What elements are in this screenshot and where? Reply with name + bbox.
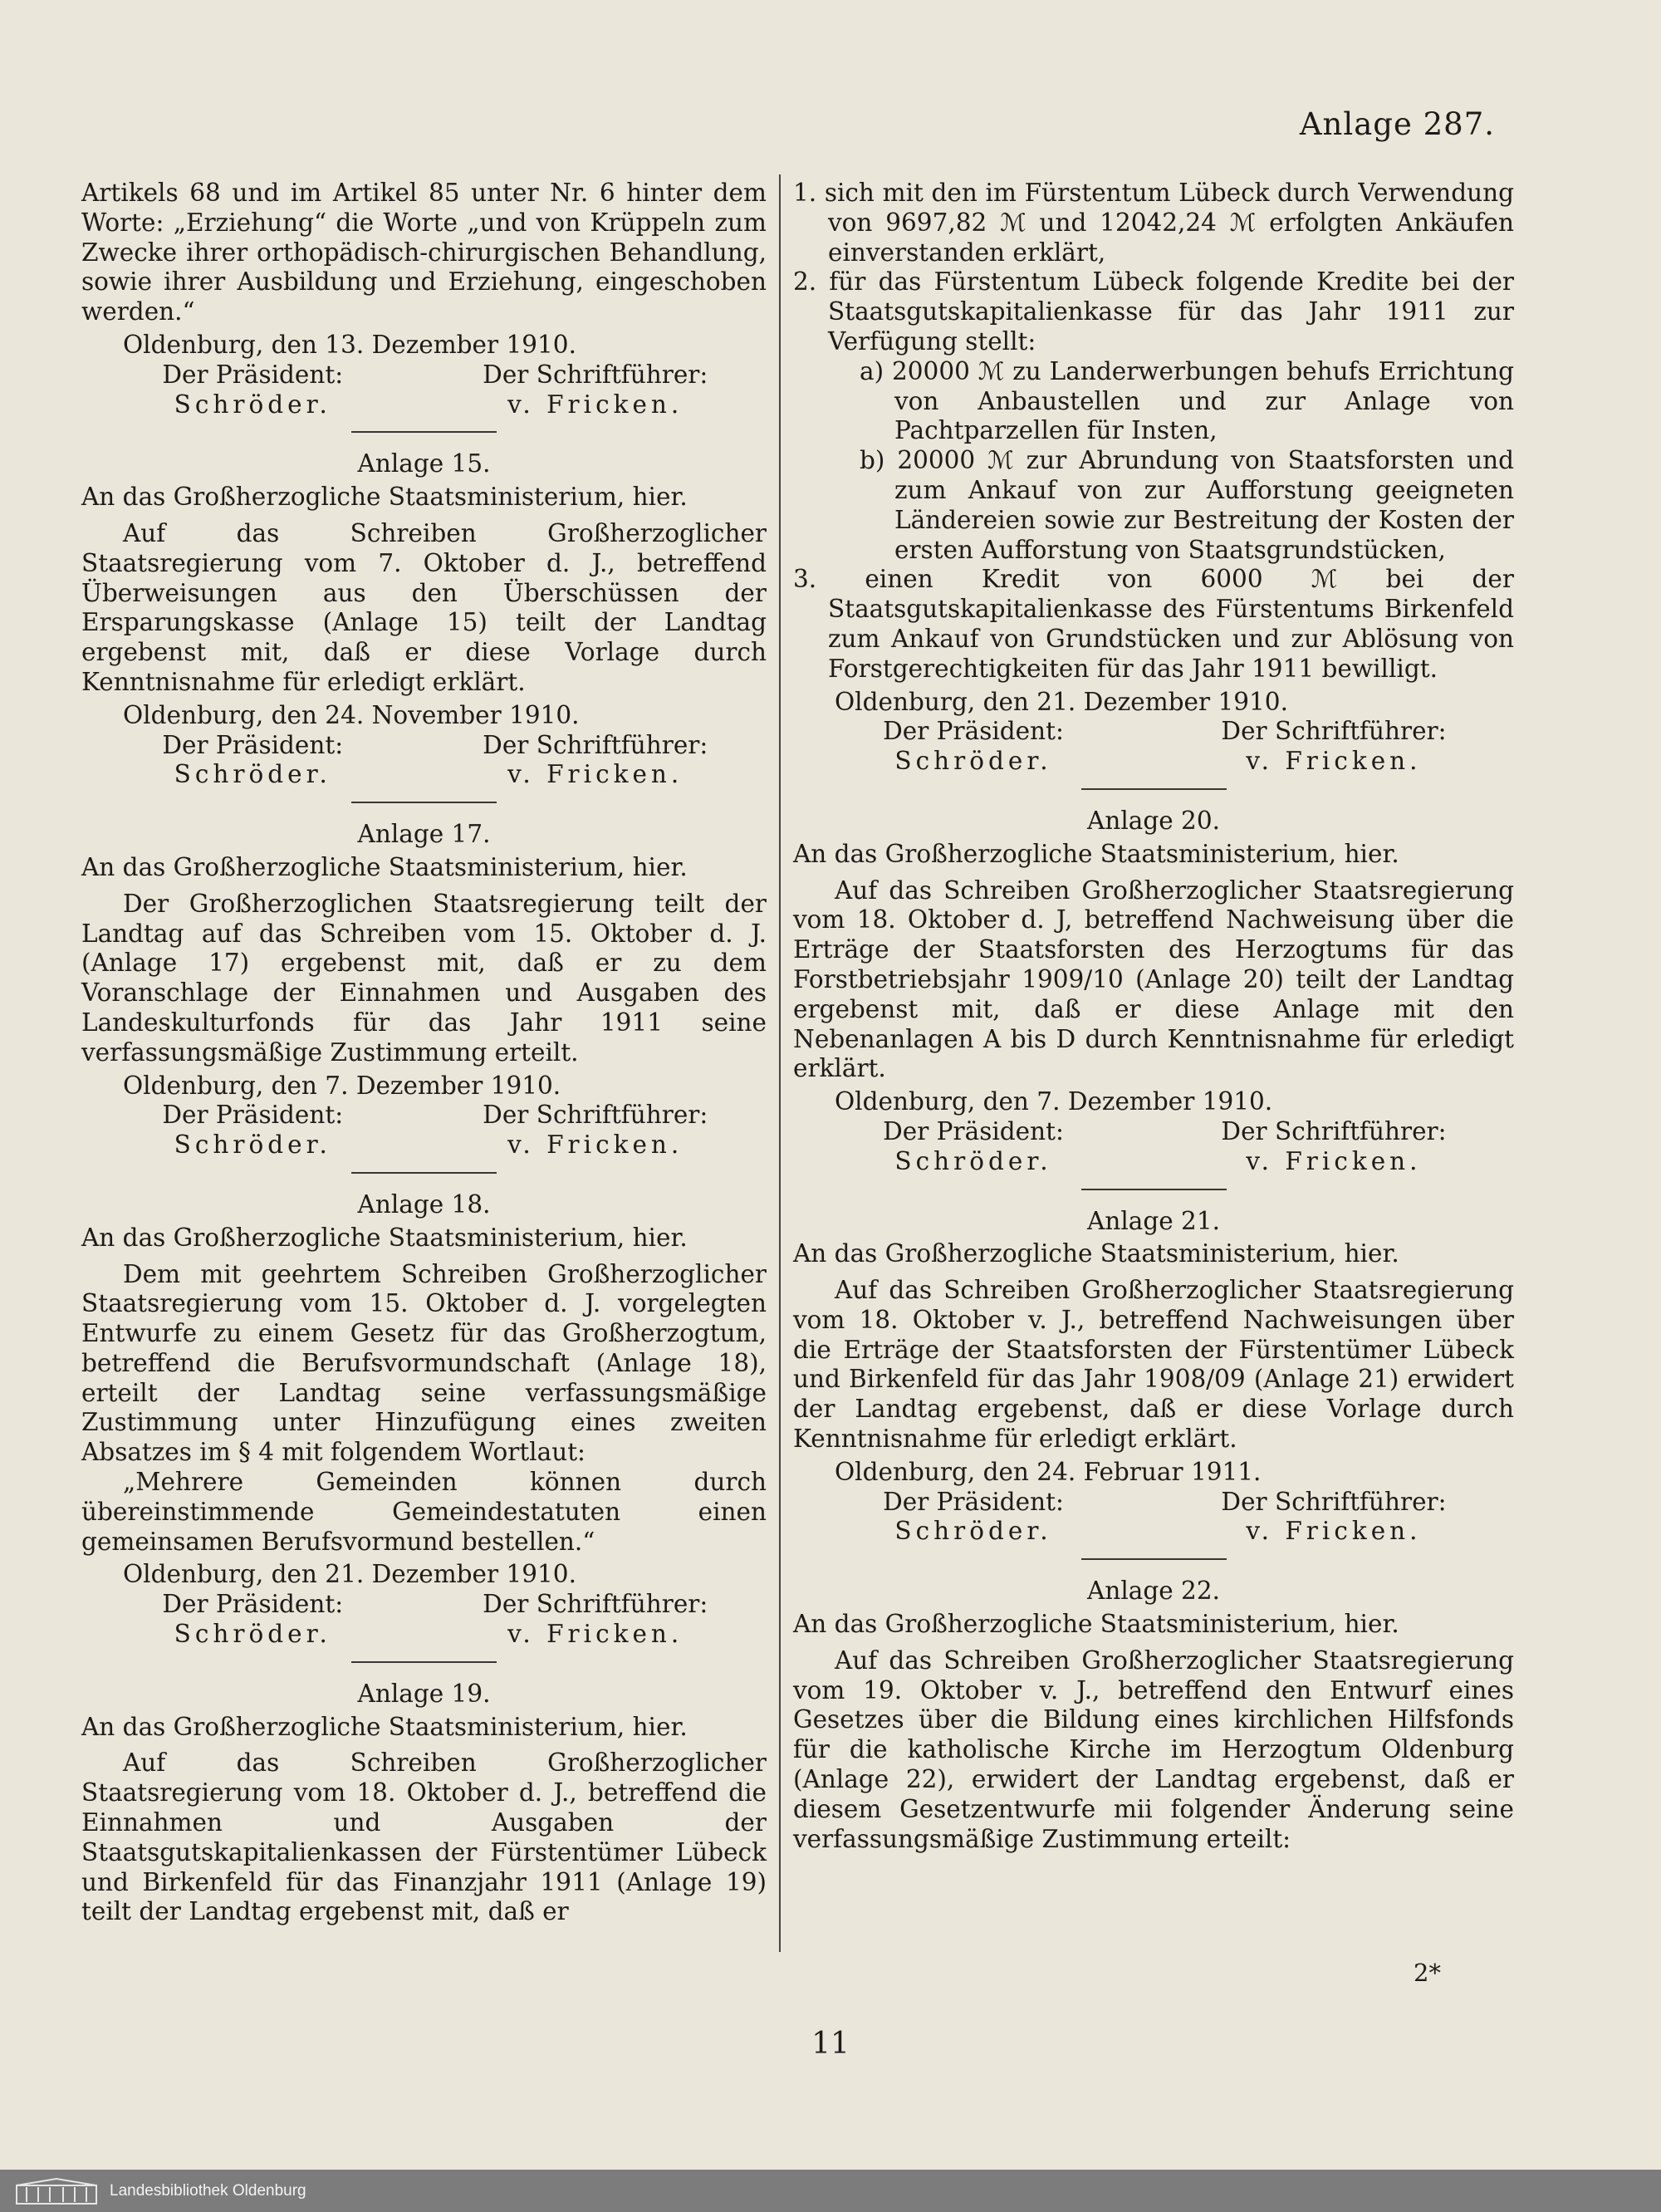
section-separator xyxy=(351,1172,497,1174)
secretary-label: Der Schriftführer: xyxy=(1221,1116,1447,1145)
date-line: Oldenburg, den 7. Dezember 1910. xyxy=(123,1071,561,1100)
footer-bar xyxy=(0,2170,1661,2212)
date-line: Oldenburg, den 7. Dezember 1910. xyxy=(835,1087,1273,1116)
section-recipient: An das Großherzogliche Staatsministerium, hier. xyxy=(793,839,1399,868)
section-separator xyxy=(1081,1189,1227,1190)
section-body: Der Großherzoglichen Staatsregierung teilt der Landtag auf das Schreiben vom 15. Oktober d. J. (Anlage 17) ergebenst mit, daß er zu dem Voranschlage der Einnahmen und Ausgaben des Landeskulturfonds für das Jahr 1911 seine verfassungsmäßige Zustimmung erteilt. xyxy=(81,889,767,1067)
section-recipient: An das Großherzogliche Staatsministerium, hier. xyxy=(81,852,688,881)
library-name: Landesbibliothek Oldenburg xyxy=(110,2181,306,2200)
president-label: Der Präsident: xyxy=(883,1487,1064,1516)
president-label: Der Präsident: xyxy=(162,1590,344,1619)
section-body: Auf das Schreiben Großherzoglicher Staatsregierung vom 18. Oktober d. J, betreffend Nachweisung über die Erträge der Staatsforsten des Herzogtums für das Forstbetriebsjahr 1909/10 (Anlage 20) teilt der Landtag ergebenst mit, daß er diese Anlage mit den Nebenanlagen A bis D durch Kenntnisnahme für erledigt erklärt. xyxy=(793,875,1514,1083)
president-name: Schröder. xyxy=(894,1146,1052,1175)
list-item: 1. sich mit den im Fürstentum Lübeck durch Verwendung von 9697,82 ℳ und 12042,24 ℳ erfolgten Ankäufen einverstanden erklärt, xyxy=(793,179,1514,267)
section-title: Anlage 21. xyxy=(1087,1206,1220,1235)
section-recipient: An das Großherzogliche Staatsministerium, hier. xyxy=(793,1239,1399,1268)
secretary-name: v. Fricken. xyxy=(507,390,684,419)
president-name: Schröder. xyxy=(174,390,331,419)
column-divider xyxy=(779,174,781,1952)
list-item: 3. einen Kredit von 6000 ℳ bei der Staatsgutskapitalienkasse des Fürstentums Birkenfeld zum Ankauf von Grundstücken und zur Ablösung von Forstgerechtigkeiten für das Jahr 1911 bewilligt. xyxy=(793,565,1514,683)
section-title: Anlage 19. xyxy=(357,1679,491,1708)
president-name: Schröder. xyxy=(894,747,1052,776)
secretary-name: v. Fricken. xyxy=(507,1131,684,1160)
president-label: Der Präsident: xyxy=(883,717,1064,746)
signature-marker: 2* xyxy=(1414,1959,1441,1987)
section-title: Anlage 22. xyxy=(1087,1577,1220,1606)
secretary-name: v. Fricken. xyxy=(507,760,684,789)
signature-block xyxy=(793,1488,1514,1547)
list-item-text: 2. für das Fürstentum Lübeck folgende Kredite bei der Staatsgutskapitalienkasse für das Jahr 1911 zur Verfügung stellt: xyxy=(793,267,1514,356)
signature-block xyxy=(793,717,1514,777)
secretary-label: Der Schriftführer: xyxy=(483,360,708,389)
secretary-name: v. Fricken. xyxy=(1246,1517,1422,1546)
president-name: Schröder. xyxy=(894,1517,1052,1546)
signature-block xyxy=(81,731,767,791)
date-line: Oldenburg, den 21. Dezember 1910. xyxy=(123,1560,576,1589)
library-building-icon xyxy=(15,2177,98,2205)
page-number: 11 xyxy=(811,2027,850,2061)
sub-list-item: b) 20000 ℳ zur Abrundung von Staatsforsten und zum Ankauf von zur Aufforstung geeigneten Ländereien sowie zur Bestreitung der Kosten der ersten Aufforstung von Staatsgrundstücken, xyxy=(860,446,1514,564)
section-separator xyxy=(351,802,497,803)
secretary-name: v. Fricken. xyxy=(1246,747,1422,776)
section-title: Anlage 20. xyxy=(1087,806,1220,835)
left-column xyxy=(81,179,767,1927)
secretary-label: Der Schriftführer: xyxy=(483,730,708,759)
section-separator xyxy=(351,1661,497,1663)
signature-block xyxy=(793,1117,1514,1177)
signature-block xyxy=(81,360,767,420)
section-separator xyxy=(351,431,497,433)
signature-block xyxy=(81,1101,767,1160)
section-body: Auf das Schreiben Großherzoglicher Staatsregierung vom 19. Oktober v. J., betreffend den Entwurf eines Gesetzes über die Bildung eines kirchlichen Hilfsfonds für die katholische Kirche im Herzogtum Oldenburg (Anlage 22), erwidert der Landtag ergebenst, daß er diesem Gesetzentwurfe mii folgender Änderung seine verfassungsmäßige Zustimmung erteilt: xyxy=(793,1646,1514,1853)
secretary-name: v. Fricken. xyxy=(507,1620,684,1649)
section-quote: „Mehrere Gemeinden können durch übereinstimmende Gemeindestatuten einen gemeinsamen Berufsvormund bestellen.“ xyxy=(81,1468,767,1556)
secretary-label: Der Schriftführer: xyxy=(1221,1487,1447,1516)
secretary-label: Der Schriftführer: xyxy=(483,1590,708,1619)
section-body: Dem mit geehrtem Schreiben Großherzoglicher Staatsregierung vom 15. Oktober d. J. vorgelegten Entwurfe zu einem Gesetz für das Großherzogtum, betreffend die Berufsvormundschaft (Anlage 18), erteilt der Landtag seine verfassungsmäßige Zustimmung unter Hinzufügung eines zweiten Absatzes im § 4 mit folgendem Wortlaut: xyxy=(81,1259,767,1467)
president-label: Der Präsident: xyxy=(162,360,344,389)
secretary-name: v. Fricken. xyxy=(1246,1146,1422,1175)
president-name: Schröder. xyxy=(174,760,331,789)
date-line: Oldenburg, den 24. November 1910. xyxy=(123,700,580,729)
president-label: Der Präsident: xyxy=(162,1101,344,1130)
section-separator xyxy=(1081,1558,1227,1560)
section-recipient: An das Großherzogliche Staatsministerium, hier. xyxy=(81,483,688,512)
page-header: Anlage 287. xyxy=(1299,106,1495,142)
date-line: Oldenburg, den 21. Dezember 1910. xyxy=(835,687,1288,716)
section-body: Auf das Schreiben Großherzoglicher Staatsregierung vom 18. Oktober v. J., betreffend Nachweisungen über die Erträge der Staatsforsten der Fürstentümer Lübeck und Birkenfeld für das Jahr 1908/09 (Anlage 21) erwidert der Landtag ergebenst, daß er diese Vorlage durch Kenntnisnahme für erledigt erklärt. xyxy=(793,1276,1514,1454)
date-line: Oldenburg, den 13. Dezember 1910. xyxy=(123,330,576,359)
president-label: Der Präsident: xyxy=(162,730,344,759)
president-label: Der Präsident: xyxy=(883,1116,1064,1145)
section-recipient: An das Großherzogliche Staatsministerium, hier. xyxy=(793,1610,1399,1639)
right-column xyxy=(793,179,1514,1854)
sub-list-item: a) 20000 ℳ zu Landerwerbungen behufs Errichtung von Anbaustellen und zur Anlage von Pachtparzellen für Insten, xyxy=(860,356,1514,445)
section-separator xyxy=(1081,788,1227,790)
intro-paragraph: Artikels 68 und im Artikel 85 unter Nr. 6 hinter dem Worte: „Erziehung“ die Worte „und von Krüppeln zum Zwecke ihrer orthopädisch-chirurgischen Behandlung, sowie ihrer Ausbildung und Erziehung, eingeschoben werden.“ xyxy=(81,179,767,326)
sub-list xyxy=(828,357,1514,566)
date-line: Oldenburg, den 24. Februar 1911. xyxy=(835,1457,1262,1486)
section-title: Anlage 17. xyxy=(357,820,491,849)
section-body: Auf das Schreiben Großherzoglicher Staatsregierung vom 18. Oktober d. J., betreffend die Einnahmen und Ausgaben der Staatsgutskapitalienkassen der Fürstentümer Lübeck und Birkenfeld für das Finanzjahr 1911 (Anlage 19) teilt der Landtag ergebenst mit, daß er xyxy=(81,1749,767,1926)
section-recipient: An das Großherzogliche Staatsministerium, hier. xyxy=(81,1712,688,1741)
secretary-label: Der Schriftführer: xyxy=(483,1101,708,1130)
list-item xyxy=(793,267,1514,565)
section-recipient: An das Großherzogliche Staatsministerium, hier. xyxy=(81,1223,688,1252)
section-title: Anlage 18. xyxy=(357,1189,491,1219)
signature-block xyxy=(81,1590,767,1650)
section-body: Auf das Schreiben Großherzoglicher Staatsregierung vom 7. Oktober d. J., betreffend Überweisungen aus den Überschüssen der Ersparungskasse (Anlage 15) teilt der Landtag ergebenst mit, daß er diese Vorlage durch Kenntnisnahme für erledigt erklärt. xyxy=(81,518,767,696)
section-title: Anlage 15. xyxy=(357,449,491,478)
president-name: Schröder. xyxy=(174,1620,331,1649)
president-name: Schröder. xyxy=(174,1131,331,1160)
resolution-list xyxy=(793,179,1514,684)
secretary-label: Der Schriftführer: xyxy=(1221,717,1447,746)
